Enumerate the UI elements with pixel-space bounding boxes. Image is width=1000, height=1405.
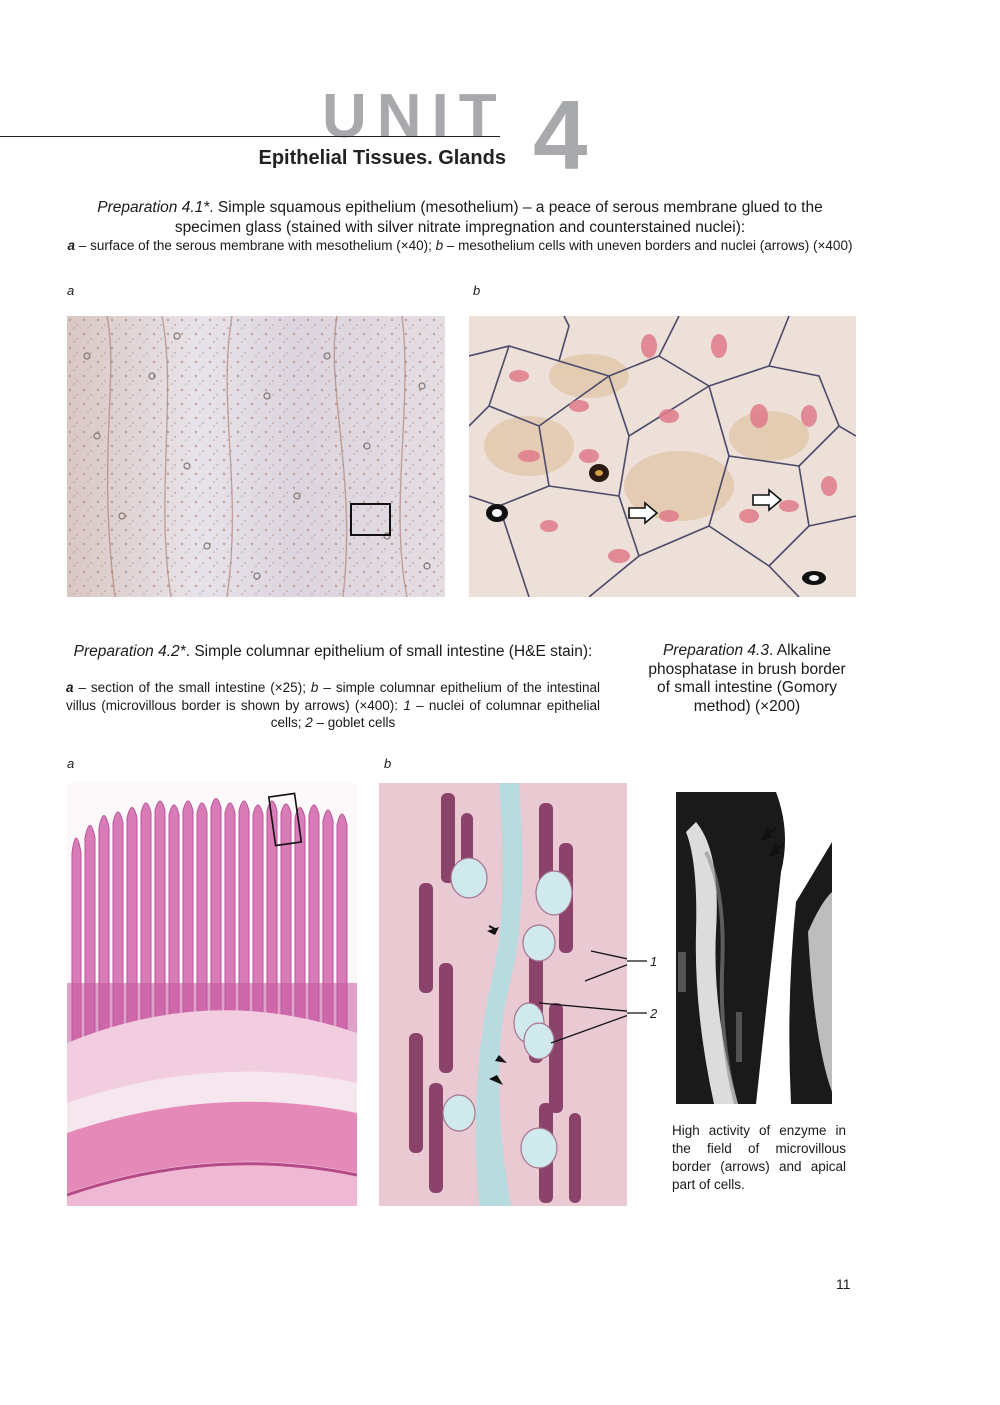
- callout-1-label: 1: [650, 954, 658, 969]
- page-number: 11: [836, 1276, 851, 1292]
- unit-number: 4: [533, 80, 588, 190]
- prep41-sub-b-letter: b: [435, 238, 444, 253]
- prep43-label: Preparation 4.3: [662, 642, 769, 659]
- header-rule: [0, 136, 500, 137]
- mesothelium-low-mag-image: [67, 316, 445, 597]
- prep42-sub-a-text: – section of the small intestine (×25);: [73, 680, 311, 695]
- prep41-text: . Simple squamous epithelium (mesothelium) – a peace of serous membrane glued to the specimen glass (stained with silver nitrate impregnation and counterstained nuclei):: [174, 199, 823, 236]
- columnar-epithelium-image: [379, 783, 627, 1206]
- prep41-sub-b-text: – mesothelium cells with uneven borders and nuclei (arrows) (×400): [443, 238, 853, 253]
- prep41-label: Preparation 4.1*: [97, 199, 210, 216]
- prep42-sub-a-letter: a: [66, 680, 74, 695]
- prep42-panel-b-label: b: [384, 756, 392, 771]
- unit-word: UNIT: [322, 82, 507, 151]
- prep42-sub-2: 2: [305, 715, 313, 730]
- small-intestine-section-image: [67, 783, 357, 1206]
- prep43-text: . Alkaline phosphatase in brush border of small intestine (Gomory method) (×200): [648, 642, 846, 715]
- prep42-sub-b-text: – simple columnar epithelium of the intestinal villus (microvillous border is shown by arrows) (×400):: [66, 680, 600, 713]
- prep42-caption: [66, 642, 600, 662]
- prep42-subcaption: [66, 679, 600, 732]
- prep42-sub-b-letter: b: [310, 680, 319, 695]
- prep42-label: Preparation 4.2*: [73, 643, 186, 660]
- prep42-sub-1-text: – nuclei of columnar epithelial cells;: [270, 697, 600, 730]
- prep41-caption: [62, 198, 858, 238]
- prep41-subcaption: [62, 237, 858, 255]
- prep42-sub-2-text: – goblet cells: [312, 715, 396, 730]
- prep43-note: High activity of enzyme in the field of microvillous border (arrows) and apical part of cells.: [672, 1123, 846, 1192]
- prep41-panel-a-label: a: [67, 283, 75, 298]
- prep41-sub-a-letter: a: [67, 238, 76, 253]
- prep41-sub-a-text: – surface of the serous membrane with mesothelium (×40);: [75, 238, 436, 253]
- callout-leader-lines: [627, 950, 651, 1020]
- mesothelium-cells-image: [469, 316, 856, 597]
- alkaline-phosphatase-image: [676, 792, 832, 1104]
- callout-2-label: 2: [650, 1006, 658, 1021]
- prep42-panel-a-label: a: [67, 756, 75, 771]
- prep41-panel-b-label: b: [473, 283, 481, 298]
- prep43-caption: [644, 642, 850, 716]
- prep42-text: . Simple columnar epithelium of small intestine (H&E stain):: [185, 643, 593, 660]
- unit-title: Epithelial Tissues. Glands: [258, 147, 506, 169]
- prep42-sub-1: 1: [403, 697, 411, 713]
